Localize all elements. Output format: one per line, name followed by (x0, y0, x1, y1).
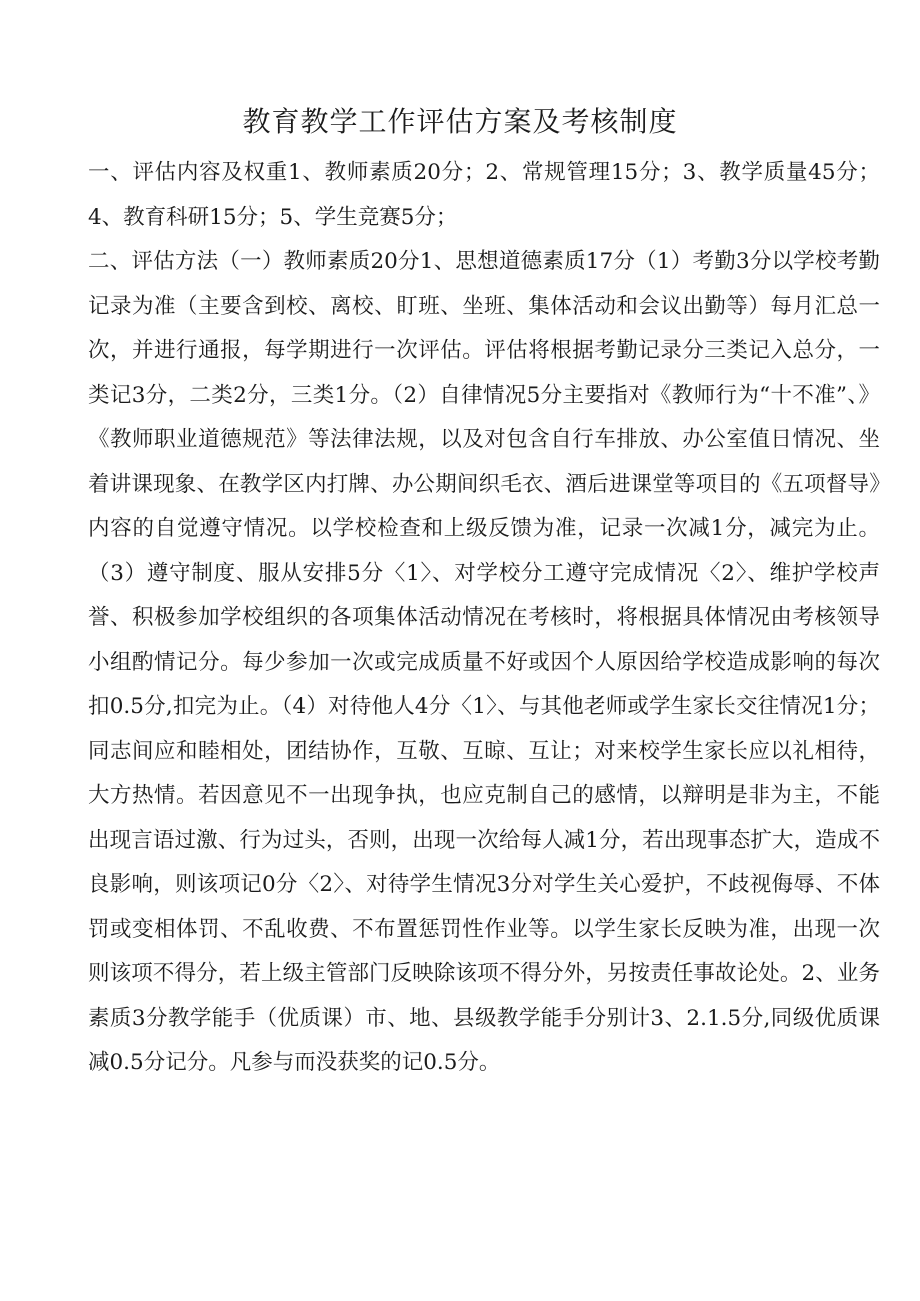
paragraph-evaluation-content: 一、评估内容及权重1、教师素质20分；2、常规管理15分；3、教学质量45分；4、教育科研15分；5、学生竞赛5分； (88, 160, 880, 230)
paragraph-evaluation-method: 二、评估方法（一）教师素质20分1、思想道德素质17分（1）考勤3分以学校考勤记录为准（主要含到校、离校、盯班、坐班、集体活动和会议出勤等）每月汇总一次，并进行通报，每学期进行一次评估。评估将根据考勤记录分三类记入总分，一类记3分，二类2分，三类1分。（2）自律情况5分主要指对《教师行为“十不准”、》《教师职业道德规范》等法律法规，以及对包含自行车排放、办公室值日情况、坐着讲课现象、在教学区内打牌、办公期间织毛衣、酒后进课堂等项目的《五项督导》内容的自觉遵守情况。以学校检查和上级反馈为准，记录一次减1分，减完为止。（3）遵守制度、服从安排5分〈1〉、对学校分工遵守完成情况〈2〉、维护学校声誉、积极参加学校组织的各项集体活动情况在考核时，将根据具体情况由考核领导小组酌情记分。每少参加一次或完成质量不好或因个人原因给学校造成影响的每次扣0.5分,扣完为止。（4）对待他人4分〈1〉、与其他老师或学生家长交往情况1分；同志间应和睦相处，团结协作，互敬、互晾、互让；对来校学生家长应以礼相待，大方热情。若因意见不一出现争执，也应克制自己的感情，以辩明是非为主，不能出现言语过激、行为过头，否则，出现一次给每人减1分，若出现事态扩大，造成不良影响，则该项记0分〈2〉、对待学生情况3分对学生关心爱护，不歧视侮辱、不体罚或变相体罚、不乱收费、不布置惩罚性作业等。以学生家长反映为准，出现一次则该项不得分，若上级主管部门反映除该项不得分外，另按责任事故论处。2、业务素质3分教学能手（优质课）市、地、县级教学能手分别计3、2.1.5分,同级优质课减0.5分记分。凡参与而没获奖的记0.5分。 (88, 249, 880, 1075)
document-body (88, 151, 880, 1086)
document-title: 教育教学工作评估方案及考核制度 (242, 105, 678, 138)
